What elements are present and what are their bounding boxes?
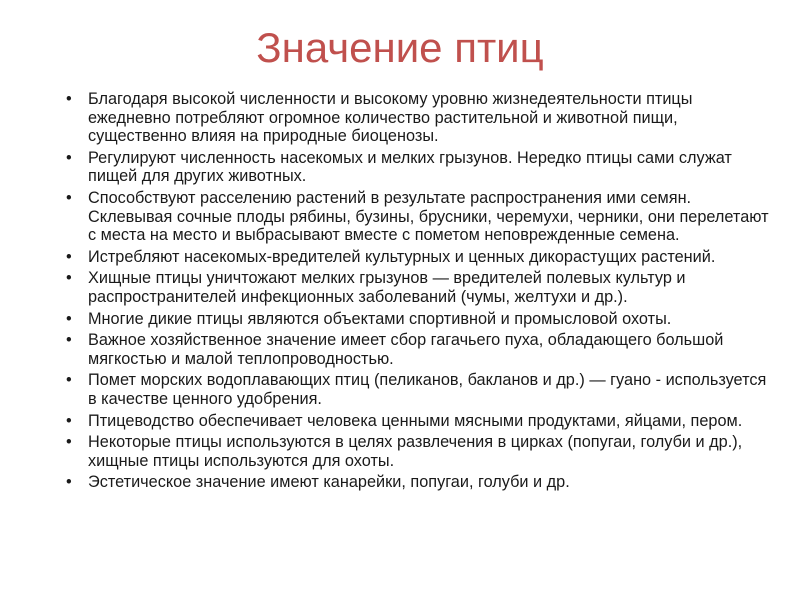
list-item [66,310,778,329]
list-item-text: Важное хозяйственное значение имеет сбор гагачьего пуха, обладающего большой мягкостью и малой теплопроводностью. [88,331,724,368]
list-item-text: Птицеводство обеспечивает человека ценными мясными продуктами, яйцами, пером. [88,411,743,430]
bullet-icon: • [66,331,72,350]
bullet-icon: • [66,309,72,328]
list-item [66,248,778,267]
bullet-icon: • [66,411,72,430]
bullet-icon: • [66,247,72,266]
bullet-icon: • [66,371,72,390]
bullet-icon: • [66,90,72,108]
list-item [66,269,778,306]
bullet-icon: • [66,473,72,492]
list-item-text: Помет морских водоплавающих птиц (пеликанов, бакланов и др.) — гуано - используется в качестве ценного удобрения. [88,371,767,408]
list-item-text: Некоторые птицы используются в целях развлечения в цирках (попугаи, голуби и др.), хищные птицы используются для охоты. [88,433,743,470]
bullet-list [66,90,778,495]
list-item-text: Благодаря высокой численности и высокому уровню жизнедеятельности птицы ежедневно потребляют огромное количество растительной и животной пищи, существенно влияя на природные биоценозы. [88,90,693,146]
list-item-text: Хищные птицы уничтожают мелких грызунов — вредителей полевых культур и распространителей инфекционных заболеваний (чумы, желтухи и др.). [88,269,686,306]
list-item [66,371,778,408]
list-item-text: Многие дикие птицы являются объектами спортивной и промысловой охоты. [88,309,672,328]
bullet-icon: • [66,433,72,452]
list-item [66,189,778,245]
bullet-icon: • [66,188,72,207]
list-item [66,433,778,470]
slide-title: Значение птиц [256,24,544,71]
list-item [66,90,778,146]
list-item [66,473,778,492]
list-item-text: Эстетическое значение имеют канарейки, попугаи, голуби и др. [88,473,570,492]
list-item-text: Регулируют численность насекомых и мелких грызунов. Нередко птицы сами служат пищей для других животных. [88,148,732,186]
bullet-icon: • [66,148,72,167]
list-item-text: Истребляют насекомых-вредителей культурных и ценных дикорастущих растений. [88,247,716,266]
list-item [66,412,778,431]
bullet-icon: • [66,269,72,288]
list-item-text: Способствуют расселению растений в результате распространения ими семян. Склевывая сочные плоды рябины, бузины, брусники, черемухи, черники, они перелетают с места на место и выбрасывают вместе с пометом неповрежденные семена. [88,188,769,245]
list-item [66,149,778,186]
list-item [66,331,778,368]
